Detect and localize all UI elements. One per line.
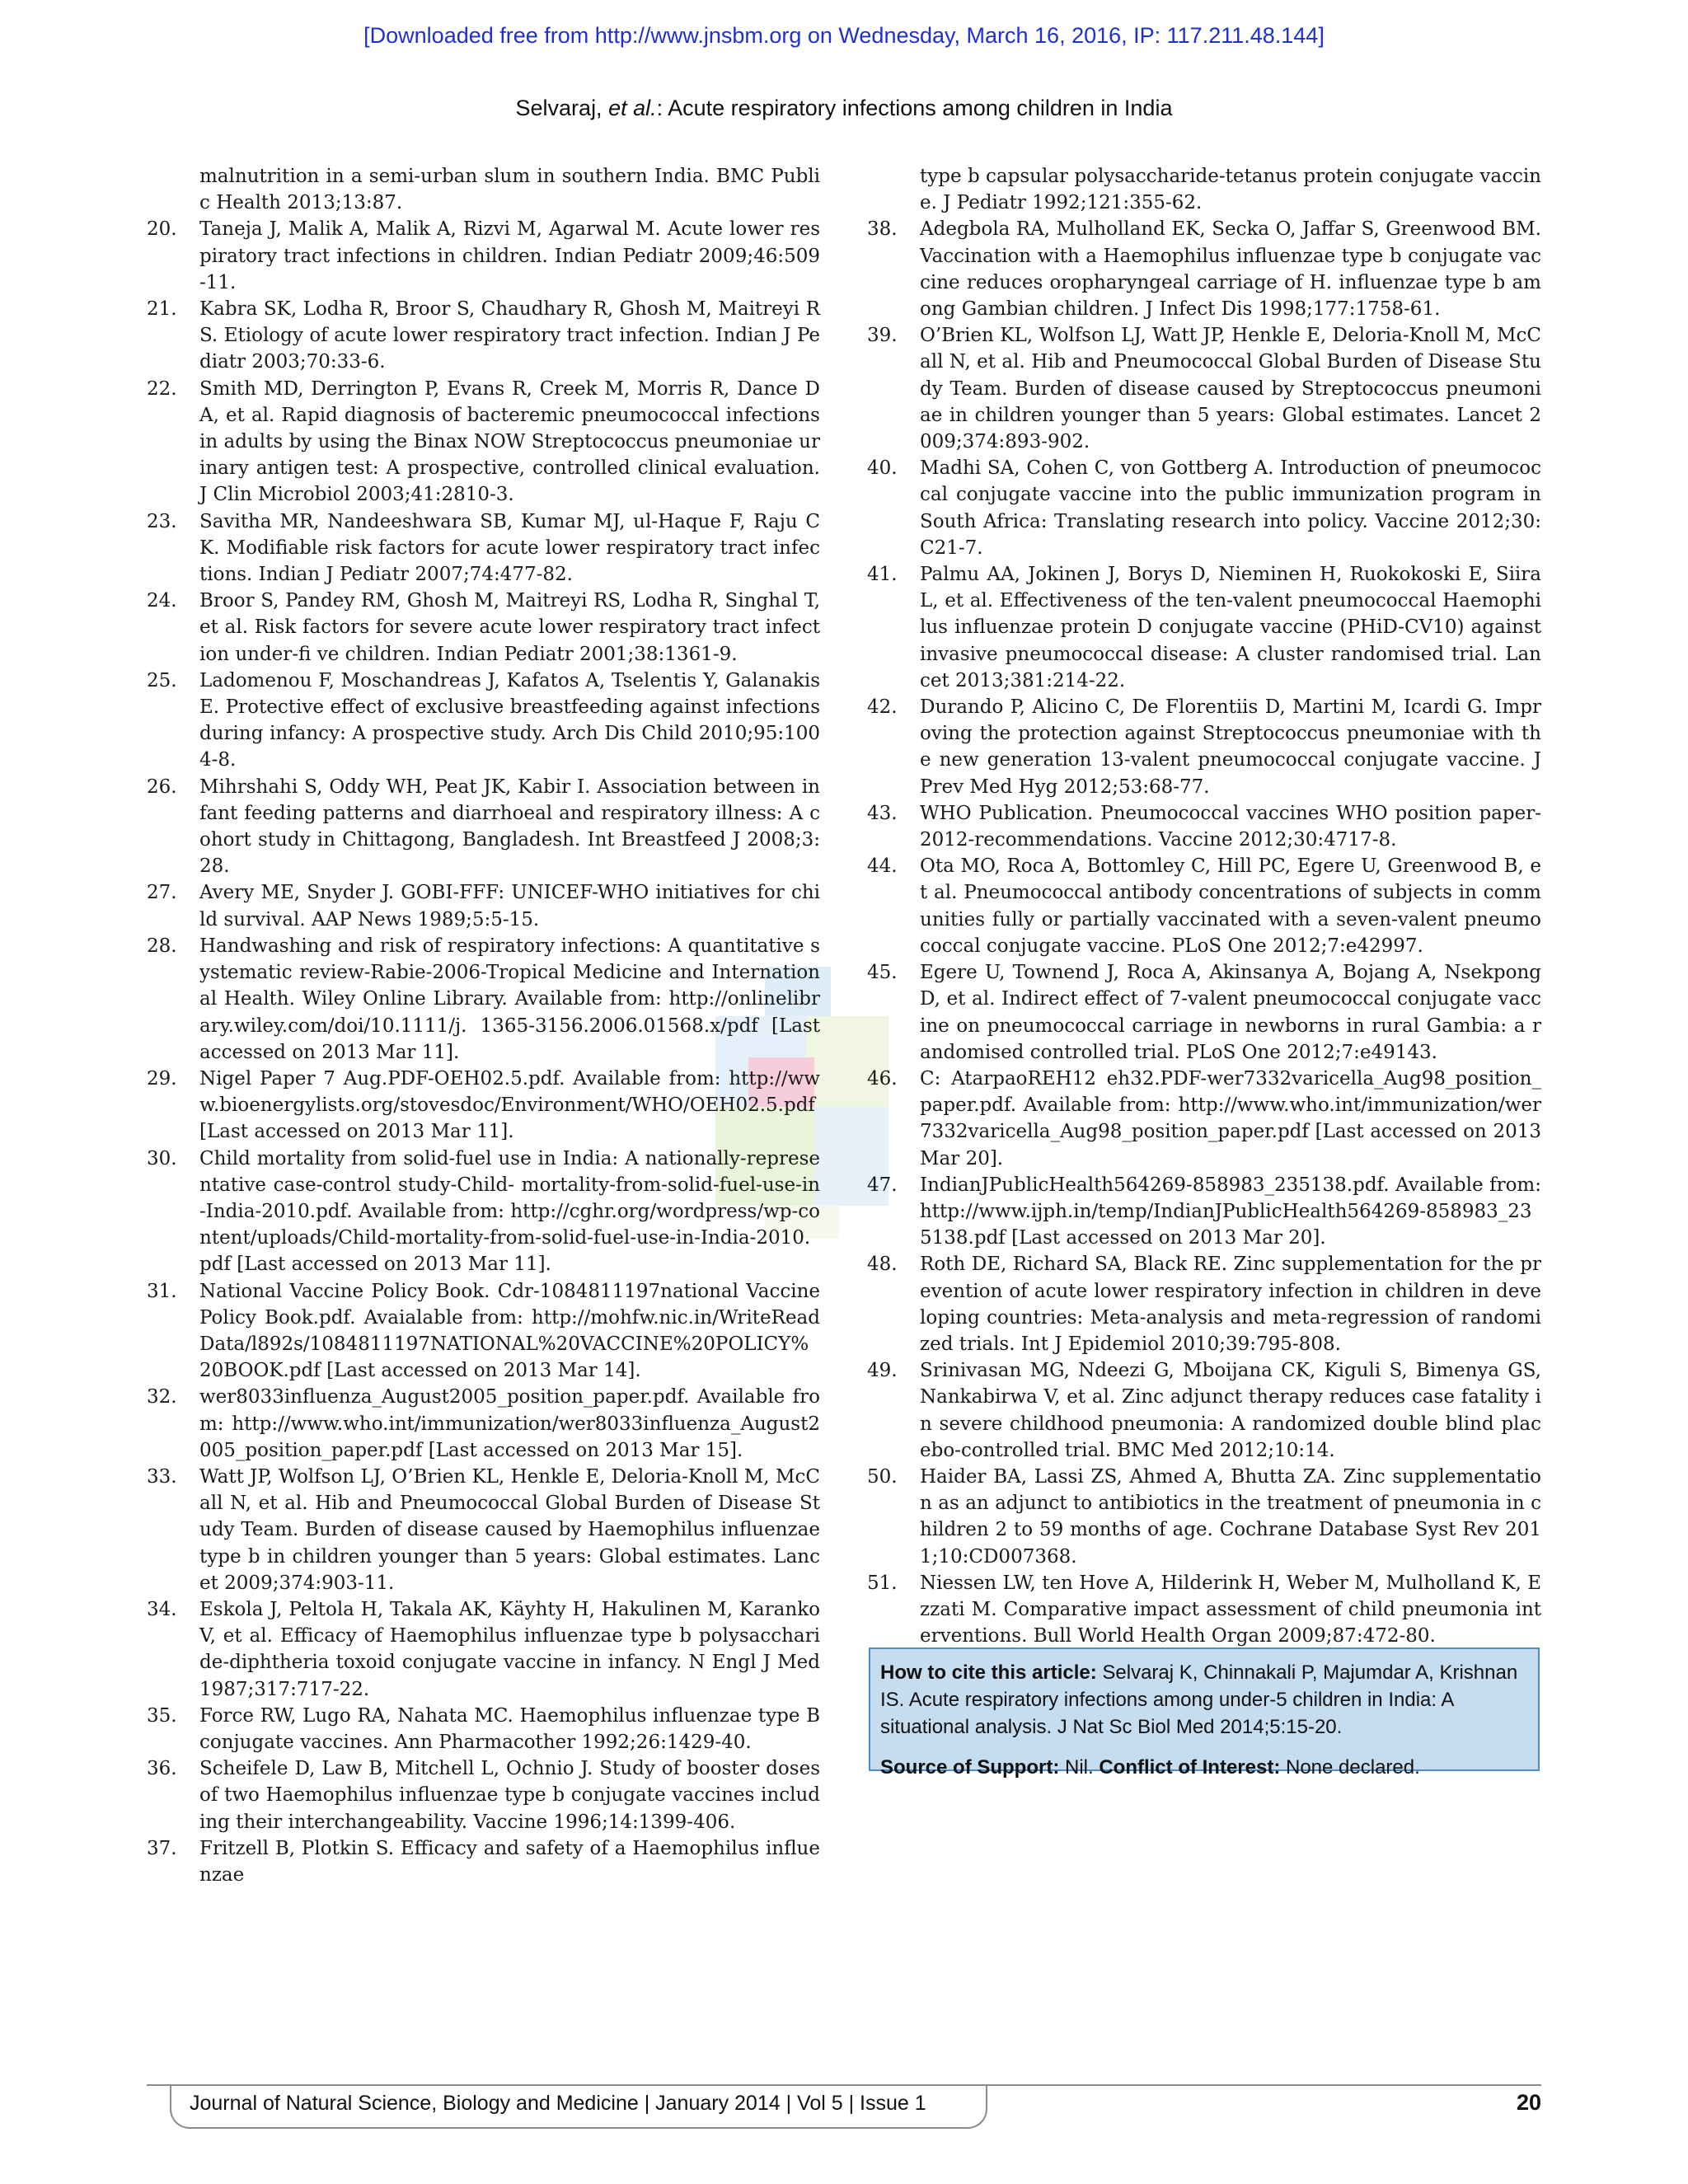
reference-number: 35. xyxy=(147,1704,177,1727)
reference-text: Mihrshahi S, Oddy WH, Peat JK, Kabir I. Association between infant feeding patterns and diarrhoeal and respiratory illness: A cohort study in Chittagong, Bangladesh. Int Breastfeed J 2008;3:28. xyxy=(199,776,820,878)
reference-item xyxy=(147,1066,820,1146)
page-number: 20 xyxy=(1516,2090,1541,2115)
support-text: Nil. xyxy=(1059,1756,1100,1779)
reference-text: type b capsular polysaccharide-tetanus protein conjugate vaccine. J Pediatr 1992;121:355-62. xyxy=(920,166,1541,214)
reference-number: 25. xyxy=(147,669,177,691)
reference-number: 31. xyxy=(147,1280,177,1302)
reference-text: malnutrition in a semi-urban slum in southern India. BMC Public Health 2013;13:87. xyxy=(199,166,820,214)
reference-item xyxy=(147,376,820,509)
reference-item xyxy=(147,1384,820,1464)
reference-number: 36. xyxy=(147,1758,177,1780)
reference-text: Roth DE, Richard SA, Black RE. Zinc supplementation for the prevention of acute lower respiratory infection in children in developing countries: Meta-analysis and meta-regression of randomized trials. Int J Epidemiol 2010;39:795-808. xyxy=(920,1254,1541,1355)
reference-text: Avery ME, Snyder J. GOBI-FFF: UNICEF-WHO initiatives for child survival. AAP News 1989;5:5-15. xyxy=(199,882,820,930)
reference-number: 23. xyxy=(147,510,177,532)
reference-item xyxy=(147,163,820,216)
reference-text: Haider BA, Lassi ZS, Ahmed A, Bhutta ZA. Zinc supplementation as an adjunct to antibiotics in the treatment of pneumonia in children 2 to 59 months of age. Cochrane Database Syst Rev 2011;10:CD007368. xyxy=(920,1465,1541,1568)
reference-item xyxy=(867,1464,1541,1570)
reference-number: 51. xyxy=(867,1572,898,1594)
reference-number: 39. xyxy=(867,325,898,347)
reference-item xyxy=(867,1357,1541,1464)
reference-text: Nigel Paper 7 Aug.PDF-OEH02.5.pdf. Available from: http://www.bioenergylists.org/stovesdoc/Environment/WHO/OEH02.5.pdf [Last accessed on 2013 Mar 11]. xyxy=(199,1067,820,1143)
reference-text: C: AtarpaoREH12 eh32.PDF-wer7332varicella_Aug98_position_paper.pdf. Available from: http://www.who.int/immunization/wer7332varicella_Aug98_position_paper.pdf [Last accessed on 2013 Mar 20]. xyxy=(920,1067,1541,1169)
reference-text: Ota MO, Roca A, Bottomley C, Hill PC, Egere U, Greenwood B, et al. Pneumococcal antibody concentrations of subjects in communities fully or partially vaccinated with a seven-valent pneumococcal conjugate vaccine. PLoS One 2012;7:e42997. xyxy=(920,855,1541,957)
reference-number: 26. xyxy=(147,776,177,798)
reference-text: Kabra SK, Lodha R, Broor S, Chaudhary R, Ghosh M, Maitreyi RS. Etiology of acute lower respiratory tract infection. Indian J Pediatr 2003;70:33-6. xyxy=(199,298,820,373)
reference-text: Fritzell B, Plotkin S. Efficacy and safety of a Haemophilus influenzae xyxy=(199,1837,820,1886)
reference-number: 47. xyxy=(867,1174,898,1196)
reference-text: Madhi SA, Cohen C, von Gottberg A. Introduction of pneumococcal conjugate vaccine into the public immunization program in South Africa: Translating research into policy. Vaccine 2012;30:C21-7. xyxy=(920,457,1541,559)
reference-number: 27. xyxy=(147,882,177,904)
references-right-column xyxy=(867,163,1541,1649)
reference-text: Egere U, Townend J, Roca A, Akinsanya A, Bojang A, Nsekpong D, et al. Indirect effect of 7-valent pneumococcal conjugate vaccine on pneumococcal carriage in newborns in rural Gambia: a randomised controlled trial. PLoS One 2012;7:e49143. xyxy=(920,962,1541,1063)
reference-item xyxy=(147,879,820,932)
reference-item xyxy=(147,933,820,1066)
reference-number: 24. xyxy=(147,590,177,612)
reference-number: 28. xyxy=(147,935,177,957)
conflict-text: None declared. xyxy=(1280,1756,1420,1779)
reference-item xyxy=(867,694,1541,800)
reference-item xyxy=(147,1596,820,1703)
reference-number: 46. xyxy=(867,1067,898,1090)
reference-item xyxy=(867,1251,1541,1357)
reference-text: Ladomenou F, Moschandreas J, Kafatos A, Tselentis Y, Galanakis E. Protective effect of exclusive breastfeeding against infections during infancy: A prospective study. Arch Dis Child 2010;95:1004-8. xyxy=(199,669,820,771)
reference-number: 45. xyxy=(867,962,898,984)
reference-text: WHO Publication. Pneumococcal vaccines WHO position paper-2012-recommendations. Vaccine 2012;30:4717-8. xyxy=(920,802,1541,851)
reference-number: 37. xyxy=(147,1837,177,1859)
reference-text: Adegbola RA, Mulholland EK, Secka O, Jaffar S, Greenwood BM. Vaccination with a Haemophilus influenzae type b conjugate vaccine reduces oropharyngeal carriage of H. influenzae type b among Gambian children. J Infect Dis 1998;177:1758-61. xyxy=(920,218,1541,321)
reference-number: 49. xyxy=(867,1360,898,1382)
reference-item xyxy=(147,1703,820,1755)
reference-text: Durando P, Alicino C, De Florentiis D, Martini M, Icardi G. Improving the protection against Streptococcus pneumoniae with the new generation 13-valent pneumococcal conjugate vaccine. J Prev Med Hyg 2012;53:68-77. xyxy=(920,696,1541,798)
running-head-title: : Acute respiratory infections among children in India xyxy=(656,96,1173,120)
reference-text: Niessen LW, ten Hove A, Hilderink H, Weber M, Mulholland K, Ezzati M. Comparative impact assessment of child pneumonia interventions. Bull World Health Organ 2009;87:472-80. xyxy=(920,1572,1541,1647)
reference-text: Child mortality from solid-fuel use in India: A nationally-representative case-control study-Child- mortality-from-solid-fuel-use-in-India-2010.pdf. Available from: http://cghr.org/wordpress/wp-content/uploads/Child-mortality-from-solid-fuel-use-in-India-2010.pdf [Last accessed on 2013 Mar 11]. xyxy=(199,1147,820,1276)
reference-number: 21. xyxy=(147,298,177,321)
reference-number: 42. xyxy=(867,696,898,719)
how-to-cite xyxy=(880,1659,1528,1741)
reference-text: Eskola J, Peltola H, Takala AK, Käyhty H, Hakulinen M, Karanko V, et al. Efficacy of Haemophilus influenzae type b polysaccharide-diphtheria toxoid conjugate vaccine in infancy. N Engl J Med 1987;317:717-22. xyxy=(199,1598,820,1700)
reference-item xyxy=(867,216,1541,322)
reference-number: 22. xyxy=(147,377,177,400)
reference-text: Force RW, Lugo RA, Nahata MC. Haemophilus influenzae type B conjugate vaccines. Ann Pharmacother 1992;26:1429-40. xyxy=(199,1704,820,1753)
cite-text: Selvaraj K, Chinnakali P, Majumdar A, Krishnan IS. Acute respiratory infections among under-5 children in India: A situational analysis. J Nat Sc Biol Med 2014;5:15-20. xyxy=(880,1661,1518,1738)
reference-item xyxy=(867,322,1541,455)
support-label: Source of Support: xyxy=(880,1756,1060,1779)
reference-number: 32. xyxy=(147,1386,177,1408)
reference-number: 30. xyxy=(147,1147,177,1169)
reference-item xyxy=(867,455,1541,561)
running-head-authors: Selvaraj, xyxy=(515,96,609,120)
reference-item xyxy=(867,853,1541,959)
reference-item xyxy=(147,588,820,668)
reference-text: Taneja J, Malik A, Malik A, Rizvi M, Agarwal M. Acute lower respiratory tract infections in children. Indian Pediatr 2009;46:509-11. xyxy=(199,218,820,293)
reference-number: 48. xyxy=(867,1254,898,1276)
reference-item xyxy=(147,668,820,774)
reference-item xyxy=(147,216,820,296)
reference-text: Broor S, Pandey RM, Ghosh M, Maitreyi RS, Lodha R, Singhal T, et al. Risk factors for severe acute lower respiratory tract infection under-fi ve children. Indian Pediatr 2001;38:1361-9. xyxy=(199,590,820,665)
reference-item xyxy=(147,774,820,880)
reference-number: 34. xyxy=(147,1598,177,1620)
reference-item xyxy=(867,1172,1541,1252)
reference-text: National Vaccine Policy Book. Cdr-1084811197national Vaccine Policy Book.pdf. Avaialable from: http://mohfw.nic.in/WriteReadData/l892s/1084811197NATIONAL%20VACCINE%20POLICY%20BOOK.pdf [Last accessed on 2013 Mar 14]. xyxy=(199,1280,820,1382)
running-head xyxy=(0,97,1688,120)
reference-item xyxy=(867,1570,1541,1650)
reference-text: Palmu AA, Jokinen J, Borys D, Nieminen H, Ruokokoski E, Siira L, et al. Effectiveness of the ten-valent pneumococcal Haemophilus influenzae protein D conjugate vaccine (PHiD-CV10) against invasive pneumococcal disease: A cluster randomised trial. Lancet 2013;381:214-22. xyxy=(920,564,1541,691)
reference-text: IndianJPublicHealth564269-858983_235138.pdf. Available from: http://www.ijph.in/temp/IndianJPublicHealth564269-858983_235138.pdf [Last accessed on 2013 Mar 20]. xyxy=(920,1174,1541,1249)
reference-number: 41. xyxy=(867,564,898,586)
reference-number: 38. xyxy=(867,218,898,241)
reference-text: Srinivasan MG, Ndeezi G, Mboijana CK, Kiguli S, Bimenya GS, Nankabirwa V, et al. Zinc adjunct therapy reduces case fatality in severe childhood pneumonia: A randomized double blind placebo-controlled trial. BMC Med 2012;10:14. xyxy=(920,1360,1541,1461)
running-head-etal: et al. xyxy=(608,96,657,120)
reference-item xyxy=(147,1278,820,1385)
reference-item xyxy=(147,1146,820,1278)
reference-text: Savitha MR, Nandeeshwara SB, Kumar MJ, ul-Haque F, Raju CK. Modifiable risk factors for acute lower respiratory tract infections. Indian J Pediatr 2007;74:477-82. xyxy=(199,510,820,586)
reference-item xyxy=(867,163,1541,216)
reference-item xyxy=(147,509,820,588)
reference-item xyxy=(147,1464,820,1596)
citation-box xyxy=(869,1647,1540,1779)
reference-item xyxy=(867,800,1541,853)
reference-text: Scheifele D, Law B, Mitchell L, Ochnio J. Study of booster doses of two Haemophilus influenzae type b conjugate vaccines including their interchangeability. Vaccine 1996;14:1399-406. xyxy=(199,1758,820,1833)
reference-item xyxy=(867,959,1541,1066)
conflict-label: Conflict of Interest: xyxy=(1099,1756,1281,1779)
reference-text: O’Brien KL, Wolfson LJ, Watt JP, Henkle E, Deloria-Knoll M, McCall N, et al. Hib and Pneumococcal Global Burden of Disease Study Team. Burden of disease caused by Streptococcus pneumoniae in children younger than 5 years: Global estimates. Lancet 2009;374:893-902. xyxy=(920,325,1541,453)
reference-text: wer8033influenza_August2005_position_paper.pdf. Available from: http://www.who.int/immunization/wer8033influenza_August2005_position_paper.pdf [Last accessed on 2013 Mar 15]. xyxy=(199,1386,820,1461)
reference-number: 50. xyxy=(867,1465,898,1488)
reference-text: Smith MD, Derrington P, Evans R, Creek M, Morris R, Dance DA, et al. Rapid diagnosis of bacteremic pneumococcal infections in adults by using the Binax NOW Streptococcus pneumoniae urinary antigen test: A prospective, controlled clinical evaluation. J Clin Microbiol 2003;41:2810-3. xyxy=(199,377,820,506)
reference-item xyxy=(147,296,820,376)
reference-item xyxy=(147,1755,820,1835)
reference-text: Handwashing and risk of respiratory infections: A quantitative systematic review-Rabie-2006-Tropical Medicine and International Health. Wiley Online Library. Available from: http://onlinelibrary.wiley.com/doi/10.1111/j. 1365-3156.2006.01568.x/pdf [Last accessed on 2013 Mar 11]. xyxy=(199,935,820,1063)
reference-item xyxy=(147,1835,820,1888)
source-of-support xyxy=(880,1754,1528,1781)
cite-label: How to cite this article: xyxy=(880,1661,1097,1684)
footer-journal: Journal of Natural Science, Biology and Medicine | January 2014 | Vol 5 | Issue 1 xyxy=(190,2092,926,2115)
download-banner: [Downloaded free from http://www.jnsbm.org on Wednesday, March 16, 2016, IP: 117.211.48.144] xyxy=(363,23,1325,48)
reference-number: 20. xyxy=(147,218,177,241)
reference-number: 44. xyxy=(867,855,898,878)
reference-number: 29. xyxy=(147,1067,177,1090)
reference-number: 33. xyxy=(147,1465,177,1488)
reference-number: 40. xyxy=(867,457,898,480)
reference-item xyxy=(867,561,1541,694)
reference-number: 43. xyxy=(867,802,898,824)
reference-item xyxy=(867,1066,1541,1172)
references-left-column xyxy=(147,163,820,1888)
reference-text: Watt JP, Wolfson LJ, O’Brien KL, Henkle E, Deloria-Knoll M, McCall N, et al. Hib and Pneumococcal Global Burden of Disease Study Team. Burden of disease caused by Haemophilus influenzae type b in children younger than 5 years: Global estimates. Lancet 2009;374:903-11. xyxy=(199,1465,820,1594)
